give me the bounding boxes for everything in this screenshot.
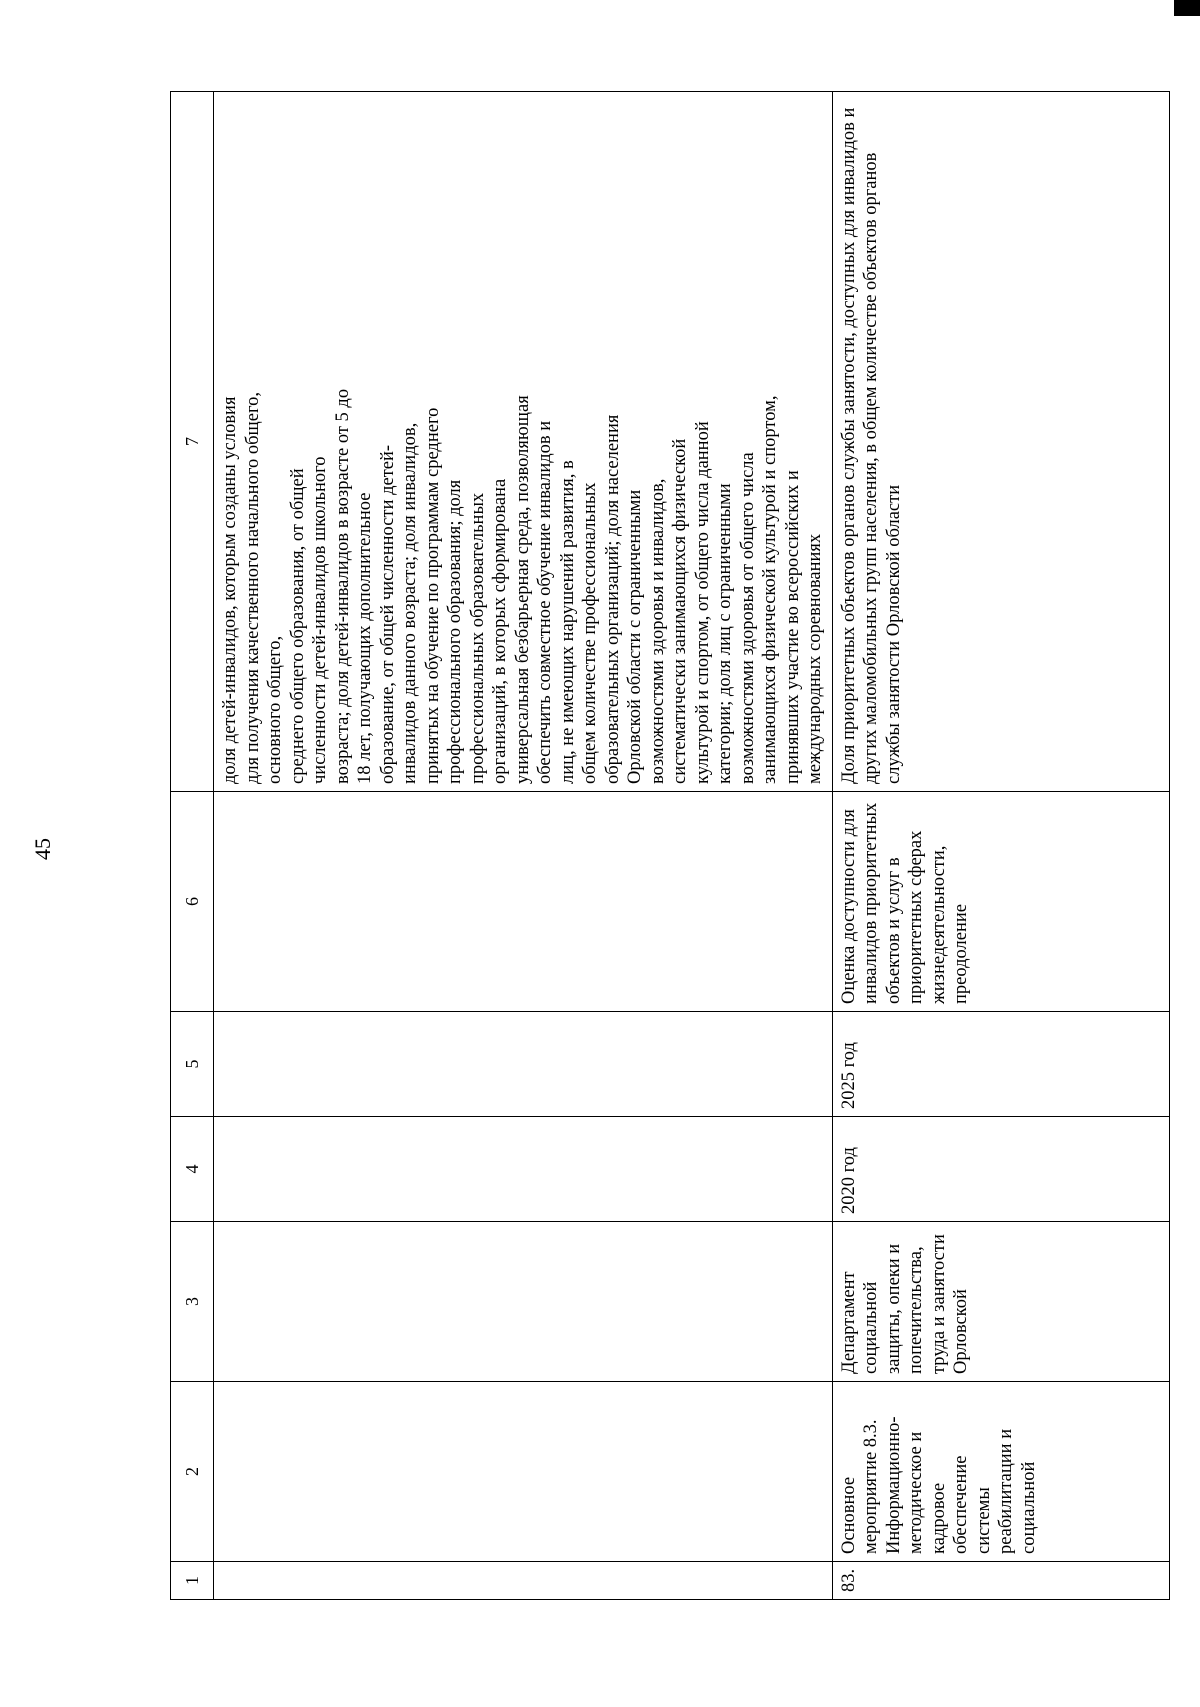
indicator-line: общем количестве профессиональных	[580, 482, 600, 784]
page-number: 45	[30, 838, 55, 860]
table-row	[832, 92, 1170, 1600]
header-cell-4: 4	[171, 1117, 214, 1222]
indicator-line: возможностями здоровья и инвалидов,	[647, 478, 668, 784]
header-cell-5: 5	[171, 1012, 214, 1117]
indicator-line: занимающихся физической культурой и спортом,	[760, 395, 780, 784]
indicators-cell	[214, 92, 833, 792]
indicator-line: универсальная безбарьерная среда, позволяющая	[512, 395, 533, 784]
cell-empty	[214, 1562, 833, 1600]
header-cell-2: 2	[171, 1382, 214, 1562]
table-row	[214, 92, 833, 1600]
indicator-line: международных соревнованиях	[805, 533, 825, 784]
cell-empty	[214, 1117, 833, 1222]
indicator-line: 18 лет, получающих дополнительное	[355, 492, 375, 784]
indicator-line: среднего общего образования, от общей	[287, 468, 308, 784]
indicator-line: профессиональных образовательных	[467, 492, 488, 784]
indicator-line: возраста; доля детей-инвалидов в возрасте от 5 до	[332, 388, 353, 784]
indicator-line: систематически занимающихся физической	[670, 438, 690, 784]
cell-empty	[214, 1382, 833, 1562]
expected-result-cell: Оценка доступности для инвалидов приоритетных объектов и услуг в приоритетных сферах жизнедеятельности, преодоление	[832, 792, 1170, 1012]
indicator-line: основного общего,	[265, 635, 285, 784]
indicator-line: численности детей-инвалидов школьного	[310, 456, 330, 784]
indicator-cell: Доля приоритетных объектов органов службы занятости, доступных для инвалидов и других маломобильных групп населения, в общем количестве объектов органов службы занятости Орловской области	[832, 92, 1170, 792]
indicator-line: доля детей-инвалидов, которым созданы условия	[220, 396, 240, 784]
measure-name-cell: Основное мероприятие 8.3. Информационно-методическое и кадровое обеспечение системы реабилитации и социальной	[832, 1382, 1170, 1562]
indicator-line: Орловской области с ограниченными	[625, 489, 645, 784]
indicator-line: профессионального образования; доля	[445, 479, 465, 784]
indicator-line: организаций, в которых сформирована	[490, 478, 510, 784]
end-year-cell: 2025 год	[832, 1012, 1170, 1117]
start-year-cell: 2020 год	[832, 1117, 1170, 1222]
indicator-line: образование, от общей численности детей-	[377, 444, 398, 784]
indicator-line: принятых на обучение по программам среднего	[422, 407, 443, 784]
indicator-line: лиц, не имеющих нарушений развития, в	[557, 460, 578, 784]
header-cell-7: 7	[171, 92, 214, 792]
indicator-line: образовательных организаций; доля населения	[602, 414, 623, 784]
cell-empty	[214, 792, 833, 1012]
indicator-line: для получения качественного начального общего,	[242, 392, 263, 784]
cell-empty	[214, 1012, 833, 1117]
row-number-cell: 83.	[832, 1562, 1170, 1600]
header-cell-3: 3	[171, 1222, 214, 1382]
measures-table	[170, 91, 1170, 1600]
indicator-line: обеспечить совместное обучение инвалидов и	[535, 420, 555, 784]
indicator-line: категории; доля лиц с ограниченными	[715, 483, 735, 784]
executor-cell: Департамент социальной защиты, опеки и попечительства, труда и занятости Орловской	[832, 1222, 1170, 1382]
table-header-row	[171, 92, 214, 1600]
indicator-line: инвалидов данного возраста; доля инвалидов,	[400, 422, 420, 784]
indicator-line: возможностями здоровья от общего числа	[737, 452, 758, 784]
indicator-line: культурой и спортом, от общего числа данной	[692, 421, 713, 784]
indicator-line: принявших участие во всероссийских и	[782, 470, 803, 784]
cell-empty	[214, 1222, 833, 1382]
header-cell-6: 6	[171, 792, 214, 1012]
corner-mark	[1174, 0, 1200, 16]
header-cell-1: 1	[171, 1562, 214, 1600]
table-container	[170, 92, 1170, 1600]
